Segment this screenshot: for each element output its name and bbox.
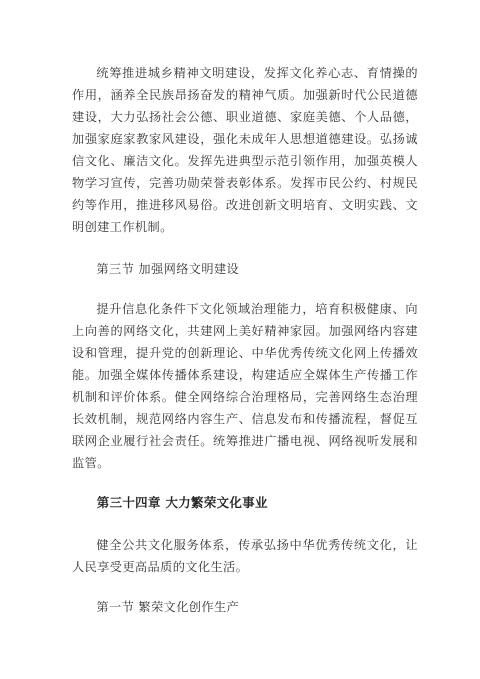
paragraph-network-civilization: 提升信息化条件下文化领域治理能力，培育积极健康、向上向善的网络文化，共建网上美好精神家园。加强网络内容建设和管理，提升党的创新理论、中华优秀传统文化网上传播效能。加强全媒体传播体系建设，构建适应全媒体生产传播工作机制和评价体系。健全网络综合治理格局，完善网络生态治理长效机制，规范网络内容生产、信息发布和传播流程，督促互联网企业履行社会责任。统筹推进广播电视、网络视听发展和监管。 — [72, 302, 418, 470]
section-title-cultural-creation: 第一节 繁荣文化创作生产 — [96, 600, 240, 614]
section-title-network-civilization: 第三节 加强网络文明建设 — [96, 262, 240, 276]
paragraph-public-culture-services: 健全公共文化服务体系，传承弘扬中华优秀传统文化，让人民享受更高品质的文化生活。 — [72, 538, 418, 574]
chapter-title-cultural-undertakings: 第三十四章 大力繁荣文化事业 — [96, 495, 268, 510]
paragraph-civilization-building: 统筹推进城乡精神文明建设，发挥文化养心志、育情操的作用，涵养全民族昂扬奋发的精神气质。加强新时代公民道德建设，大力弘扬社会公德、职业道德、家庭美德、个人品德，加强家庭家教家风建设，强化未成年人思想道德建设。弘扬诚信文化、廉洁文化。发挥先进典型示范引领作用，加强英模人物学习宣传，完善功勋荣誉表彰体系。发挥市民公约、村规民约等作用，推进移风易俗。改进创新文明培育、文明实践、文明创建工作机制。 — [72, 66, 418, 234]
